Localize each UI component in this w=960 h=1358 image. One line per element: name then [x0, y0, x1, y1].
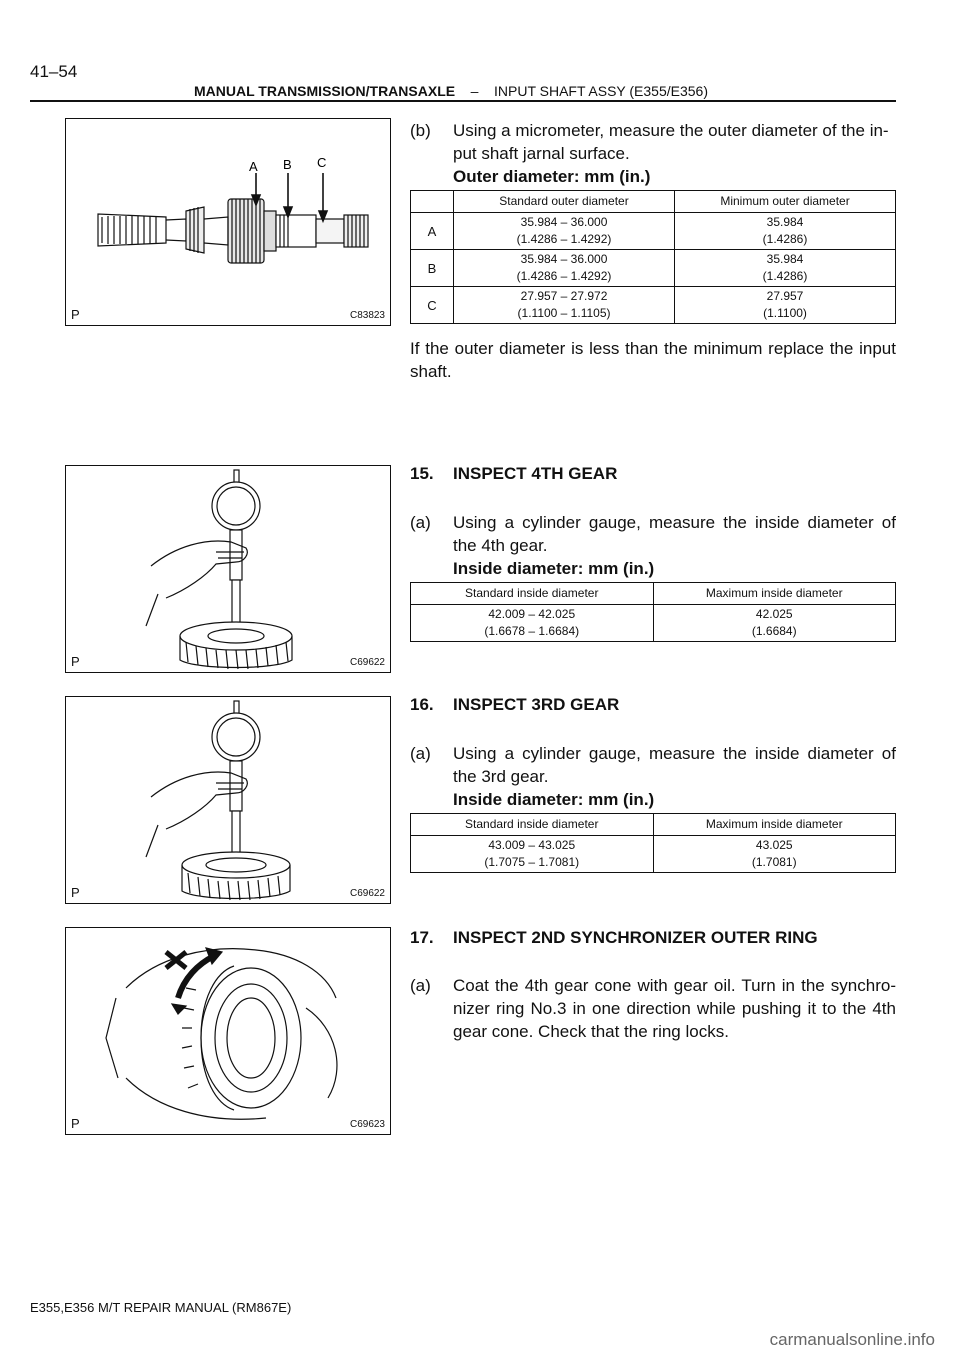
row-id: A — [411, 213, 454, 250]
spec-title: Inside diameter: mm (in.) — [453, 559, 655, 578]
figure-p-label: P — [71, 885, 80, 900]
note-text: shaft. — [410, 362, 452, 381]
figure-code: C83823 — [349, 310, 385, 321]
table-cell: 35.984 – 36.000 (1.4286 – 1.4292) — [454, 250, 675, 287]
step-text: Coat the 4th gear cone with gear oil. Turn in the synchro- — [453, 976, 896, 995]
table-header — [411, 191, 454, 213]
watermark: carmanualsonline.info — [769, 1330, 935, 1349]
figure-p-label: P — [71, 1116, 80, 1131]
header-separator: – — [470, 83, 479, 99]
table-cell: 35.984 (1.4286) — [675, 213, 896, 250]
step-number: 17. — [410, 928, 434, 947]
step-number: 15. — [410, 464, 434, 483]
figure-synchronizer-ring — [65, 927, 391, 1135]
figure-4th-gear-gauge — [65, 465, 391, 673]
step-text: Using a cylinder gauge, measure the inside diameter of — [453, 744, 896, 763]
table-header-row — [411, 814, 896, 836]
step-label: (a) — [410, 744, 431, 763]
table-cell: 42.009 – 42.025 (1.6678 – 1.6684) — [411, 605, 654, 642]
step-number: 16. — [410, 695, 434, 714]
table-header: Minimum outer diameter — [675, 191, 896, 213]
table-header-row — [411, 191, 896, 213]
inside-diameter-table-3rd — [410, 813, 896, 873]
table-header: Standard outer diameter — [454, 191, 675, 213]
step-text: gear cone. Check that the ring locks. — [453, 1022, 729, 1041]
input-shaft-illustration — [66, 119, 390, 325]
table-row — [411, 605, 896, 642]
page-number: 41–54 — [30, 62, 78, 81]
step-title: INSPECT 3RD GEAR — [453, 695, 620, 714]
footer: E355,E356 M/T REPAIR MANUAL (RM867E) — [30, 1300, 292, 1315]
callout-b: B — [283, 157, 292, 172]
step-label: (b) — [410, 121, 431, 140]
step-text: Using a micrometer, measure the outer diameter of the in- — [453, 121, 889, 140]
figure-code: C69622 — [349, 888, 385, 899]
figure-code: C69622 — [349, 657, 385, 668]
step-text: the 4th gear. — [453, 536, 548, 555]
cylinder-gauge-illustration — [66, 697, 390, 903]
table-cell: 43.025 (1.7081) — [653, 836, 896, 873]
step-b — [410, 119, 896, 188]
cylinder-gauge-illustration — [66, 466, 390, 672]
row-id: B — [411, 250, 454, 287]
header-section: MANUAL TRANSMISSION/TRANSAXLE — [194, 83, 456, 99]
spec-title: Outer diameter: mm (in.) — [453, 167, 651, 186]
table-cell: 35.984 (1.4286) — [675, 250, 896, 287]
step-label: (a) — [410, 976, 431, 995]
table-header: Standard inside diameter — [411, 814, 654, 836]
table-cell: 43.009 – 43.025 (1.7075 – 1.7081) — [411, 836, 654, 873]
step-text: put shaft jarnal surface. — [453, 144, 630, 163]
step-17-heading — [410, 928, 818, 948]
step-17a — [410, 974, 896, 1043]
table-row — [411, 213, 896, 250]
table-header: Standard inside diameter — [411, 583, 654, 605]
synchronizer-illustration — [66, 928, 390, 1134]
step-text: Using a cylinder gauge, measure the inside diameter of — [453, 513, 896, 532]
running-header — [194, 83, 708, 99]
row-id: C — [411, 287, 454, 324]
header-subsection: INPUT SHAFT ASSY (E355/E356) — [494, 83, 708, 99]
table-header: Maximum inside diameter — [653, 814, 896, 836]
step-15-heading — [410, 464, 617, 484]
step-label: (a) — [410, 513, 431, 532]
step-text: nizer ring No.3 in one direction while pushing it to the 4th — [453, 999, 896, 1018]
note-text: If the outer diameter is less than the minimum replace the input — [410, 339, 896, 358]
step-title: INSPECT 4TH GEAR — [453, 464, 618, 483]
table-row — [411, 287, 896, 324]
figure-p-label: P — [71, 307, 80, 322]
step-16-heading — [410, 695, 619, 715]
table-row — [411, 836, 896, 873]
step-b-note — [410, 337, 896, 383]
table-cell: 42.025 (1.6684) — [653, 605, 896, 642]
table-cell: 35.984 – 36.000 (1.4286 – 1.4292) — [454, 213, 675, 250]
header-rule — [30, 100, 896, 102]
step-text: the 3rd gear. — [453, 767, 549, 786]
spec-title: Inside diameter: mm (in.) — [453, 790, 655, 809]
figure-input-shaft — [65, 118, 391, 326]
table-header-row — [411, 583, 896, 605]
table-cell: 27.957 – 27.972 (1.1100 – 1.1105) — [454, 287, 675, 324]
callout-c: C — [317, 155, 327, 170]
table-cell: 27.957 (1.1100) — [675, 287, 896, 324]
callout-a: A — [249, 159, 258, 174]
table-header: Maximum inside diameter — [653, 583, 896, 605]
step-title: INSPECT 2ND SYNCHRONIZER OUTER RING — [453, 928, 818, 947]
figure-code: C69623 — [349, 1119, 385, 1130]
inside-diameter-table-4th — [410, 582, 896, 642]
figure-3rd-gear-gauge — [65, 696, 391, 904]
figure-p-label: P — [71, 654, 80, 669]
table-row — [411, 250, 896, 287]
step-15a — [410, 511, 896, 580]
outer-diameter-table — [410, 190, 896, 324]
step-16a — [410, 742, 896, 811]
